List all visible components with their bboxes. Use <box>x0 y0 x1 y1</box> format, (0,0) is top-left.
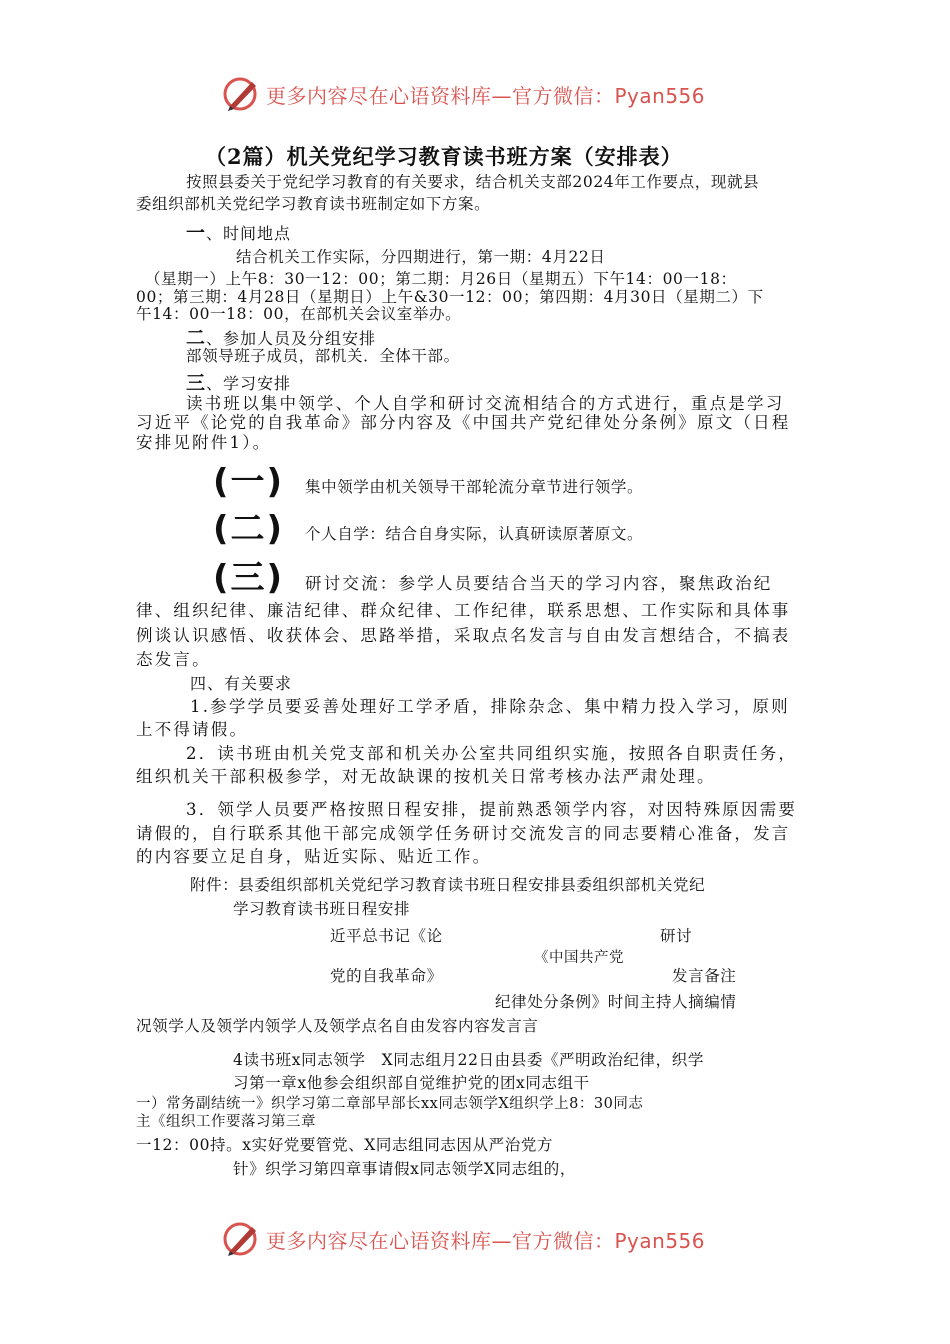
item-2-text: 个人自学：结合自身实际，认真研读原著原文。 <box>305 525 644 543</box>
document-title: （2篇）机关党纪学习教育读书班方案（安排表） <box>205 144 683 169</box>
sec1-line-1: 结合机关工作实际，分四期进行，第一期：4月22日 <box>236 248 606 266</box>
item-1-text: 集中领学由机关领导干部轮流分章节进行领学。 <box>305 478 644 496</box>
table-header-3: 《中国共产党 <box>534 950 624 966</box>
sec1-line-3: 00；第三期：4月28日（星期日）上午&30一12：00；第四期：4月30日（星期二）下 <box>136 288 764 306</box>
table-row-3: 一）常务副结统一》织学习第二章部早部长xx同志领学X组织学上8：30同志 <box>136 1096 644 1112</box>
table-header-1: 近平总书记《论 <box>330 927 443 945</box>
req-3-line-3: 的内容要立足自身，贴近实际、贴近工作。 <box>136 847 492 866</box>
section-1-heading <box>186 224 291 243</box>
req-3-line-2: 请假的，自行联系其他干部完成领学任务研讨交流发言的同志要精心准备，发言 <box>136 824 791 843</box>
table-row-6: 针》织学习第四章事请假x同志领学X同志组的， <box>233 1160 576 1178</box>
section-3-heading <box>186 374 291 393</box>
table-header-7: 况领学人及领学内领学人及领学点名自由发容内容发言言 <box>136 1017 539 1035</box>
table-row-1: 4读书班x同志领学 X同志组月22日由县委《严明政治纪律，织学 <box>233 1051 704 1069</box>
sec2-line: 部领导班子成员，部机关．全体干部。 <box>186 347 460 365</box>
sec1-line-4: 午14：00一18：00，在部机关会议室举办。 <box>136 305 462 323</box>
item-3-text: 研讨交流：参学人员要结合当天的学习内容，聚焦政治纪 <box>305 574 773 593</box>
item-3-cont-1: 律、组织纪律、廉洁纪律、群众纪律、工作纪律，联系思想、工作实际和具体事 <box>136 601 791 620</box>
req-3-line-1: 3．领学人员要严格按照日程安排，提前熟悉领学内容，对因特殊原因需要 <box>186 800 798 819</box>
item-2-number: (二) <box>213 509 285 549</box>
table-header-6: 纪律处分条例》时间主持人摘编情 <box>495 993 737 1011</box>
req-2-line-2: 组织机关干部积极参学，对无故缺课的按机关日常考核办法严肃处理。 <box>136 767 716 786</box>
banner-text: 更多内容尽在心语资料库—官方微信：Pyan556 <box>266 1228 706 1253</box>
table-header-5: 发言备注 <box>672 967 737 985</box>
section-2-prefix: 二 <box>186 327 207 349</box>
req-1-line-1: 1.参学学员要妥善处理好工学矛盾，排除杂念、集中精力投入学习，原则 <box>190 697 790 716</box>
table-header-4: 党的自我革命》 <box>330 967 443 985</box>
sec1-line-2: （星期一）上午8：30一12：00；第二期：月26日（星期五）下午14：00一18： <box>145 270 737 288</box>
attachment-line-1: 附件：县委组织部机关党纪学习教育读书班日程安排县委组织部机关党纪 <box>190 876 706 894</box>
header-watermark-banner <box>222 72 742 116</box>
sec3-line-2: 习近平《论党的自我革命》部分内容及《中国共产党纪律处分条例》原文（日程 <box>136 413 791 432</box>
req-2-line-1: 2．读书班由机关党支部和机关办公室共同组织实施，按照各自职责任务， <box>186 744 798 763</box>
section-4-heading: 四、有关要求 <box>190 674 293 693</box>
item-3-cont-2: 例谈认识感悟、收获体会、思路举措，采取点名发言与自由发言想结合，不搞表 <box>136 626 791 645</box>
pen-logo-icon <box>222 74 262 114</box>
intro-line-2: 委组织部机关党纪学习教育读书班制定如下方案。 <box>136 195 491 213</box>
banner-text: 更多内容尽在心语资料库—官方微信：Pyan556 <box>266 83 706 108</box>
section-2-title: 、参加人员及分组安排 <box>206 329 377 348</box>
item-3-cont-3: 态发言。 <box>136 650 211 669</box>
table-row-2: 习第一章x他参会组织部自觉维护党的团x同志组干 <box>233 1074 590 1092</box>
req-1-line-2: 上不得请假。 <box>136 720 249 739</box>
section-3-title: 、学习安排 <box>206 374 292 393</box>
sec3-line-1: 读书班以集中领学、个人自学和研讨交流相结合的方式进行，重点是学习 <box>186 394 785 413</box>
attachment-line-2: 学习教育读书班日程安排 <box>233 900 411 918</box>
sec3-line-3: 安排见附件1）。 <box>136 433 272 452</box>
section-3-prefix: 三 <box>186 372 207 394</box>
pen-logo-icon <box>222 1219 262 1259</box>
intro-line-1: 按照县委关于党纪学习教育的有关要求，结合机关支部2024年工作要点，现就县 <box>186 173 760 191</box>
table-row-4: 主《组织工作要落习第三章 <box>136 1114 316 1130</box>
item-3-number: (三) <box>213 558 285 598</box>
table-row-5: 一12：00持。x实好党要管党、X同志组同志因从严治党方 <box>136 1136 554 1154</box>
table-header-2: 研讨 <box>660 927 693 945</box>
item-1-number: (一) <box>213 462 285 502</box>
section-1-prefix: 一 <box>186 222 207 244</box>
section-1-title: 、时间地点 <box>206 224 292 243</box>
section-2-heading <box>186 329 376 348</box>
footer-watermark-banner <box>222 1217 742 1261</box>
